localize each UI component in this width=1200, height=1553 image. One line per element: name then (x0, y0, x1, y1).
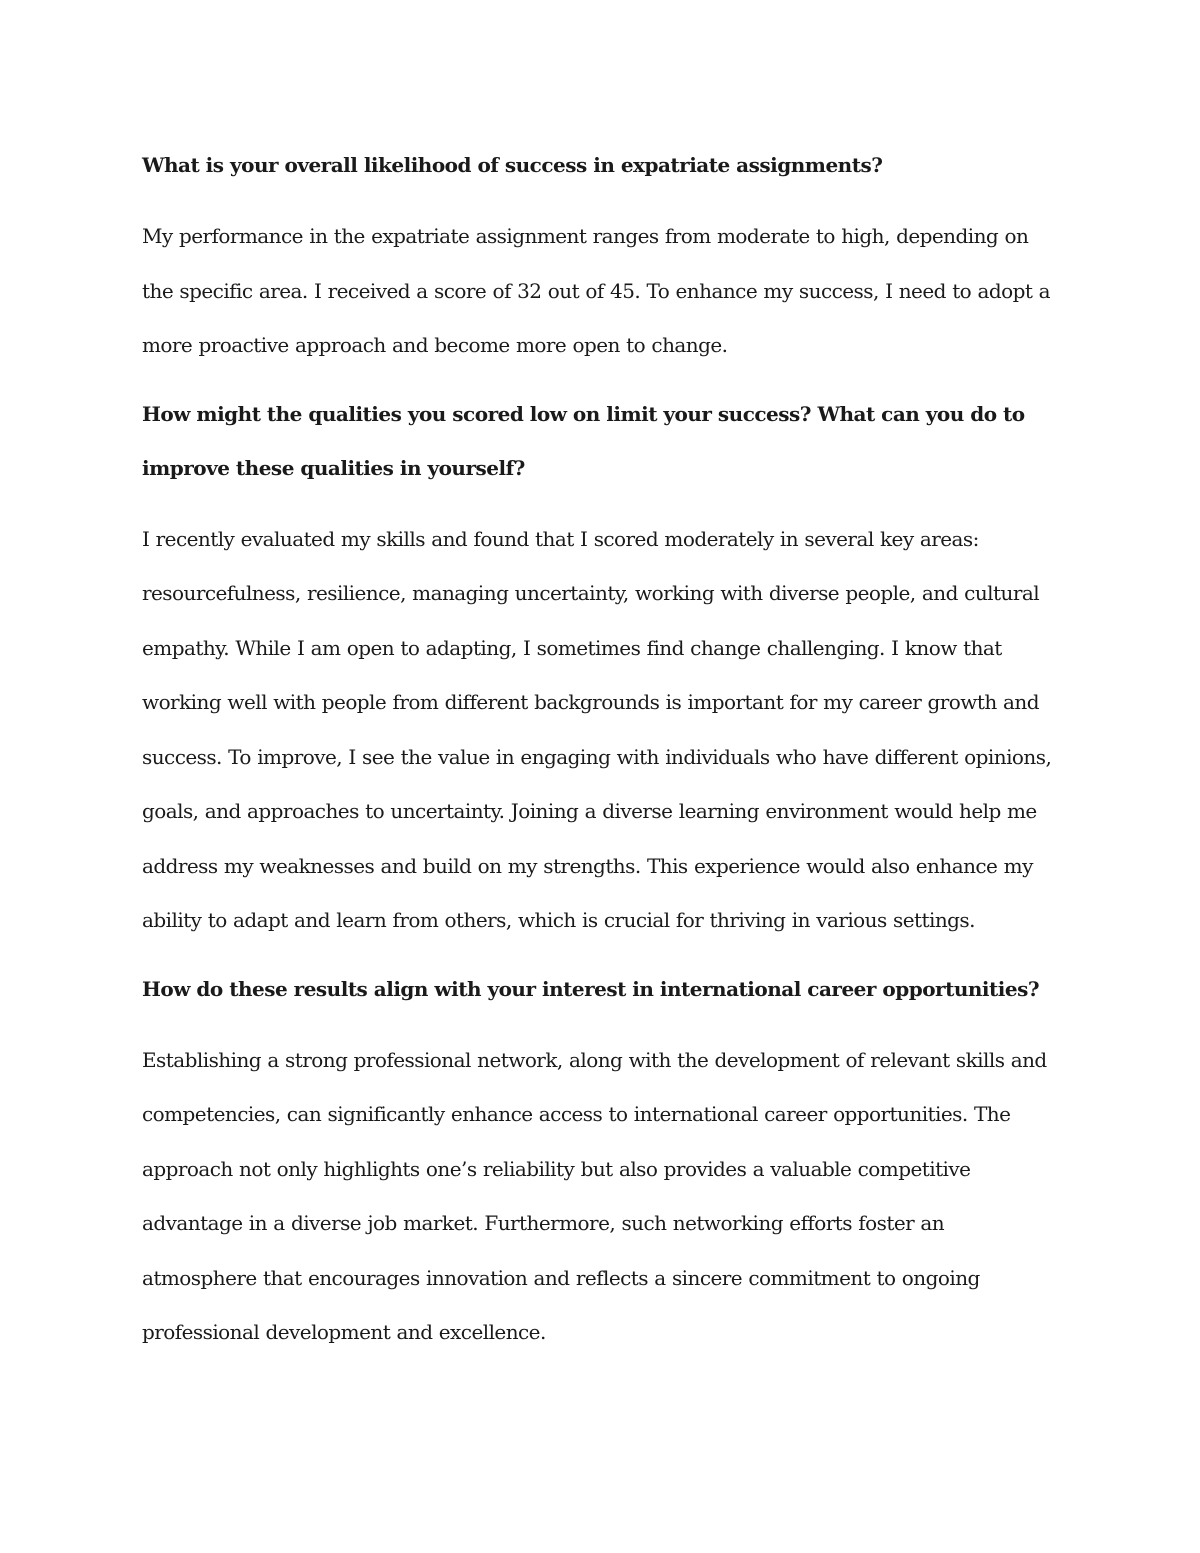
answer-paragraph-3: Establishing a strong professional network, along with the development of relevant skills and competencies, can significantly enhance access to international career opportunities. The approach not only highlights one’s reliability but also provides a valuable competitive advantage in a diverse job market. Furthermore, such networking efforts foster an atmosphere that encourages innovation and reflects a sincere commitment to ongoing professional development and excellence. (142, 1047, 1047, 1344)
answer-paragraph-2: I recently evaluated my skills and found that I scored moderately in several key areas: resourcefulness, resilience, managing uncertainty, working with diverse people, and cultural empathy. While I am open to adapting, I sometimes find change challenging. I know that working well with people from different backgrounds is important for my career growth and success. To improve, I see the value in engaging with individuals who have different opinions, goals, and approaches to uncertainty. Joining a diverse learning environment would help me address my weaknesses and build on my strengths. This experience would also enhance my ability to adapt and learn from others, which is crucial for thriving in various settings. (142, 526, 1052, 932)
question-heading-3: How do these results align with your interest in international career opportunities? (142, 976, 1040, 1001)
answer-paragraph-1: My performance in the expatriate assignment ranges from moderate to high, depending on the specific area. I received a score of 32 out of 45. To enhance my success, I need to adopt a more proactive approach and become more open to change. (142, 224, 1051, 357)
question-heading-1: What is your overall likelihood of success in expatriate assignments? (142, 153, 883, 177)
question-heading-2: How might the qualities you scored low on limit your success? What can you do to improve these qualities in yourself? (142, 401, 1025, 480)
